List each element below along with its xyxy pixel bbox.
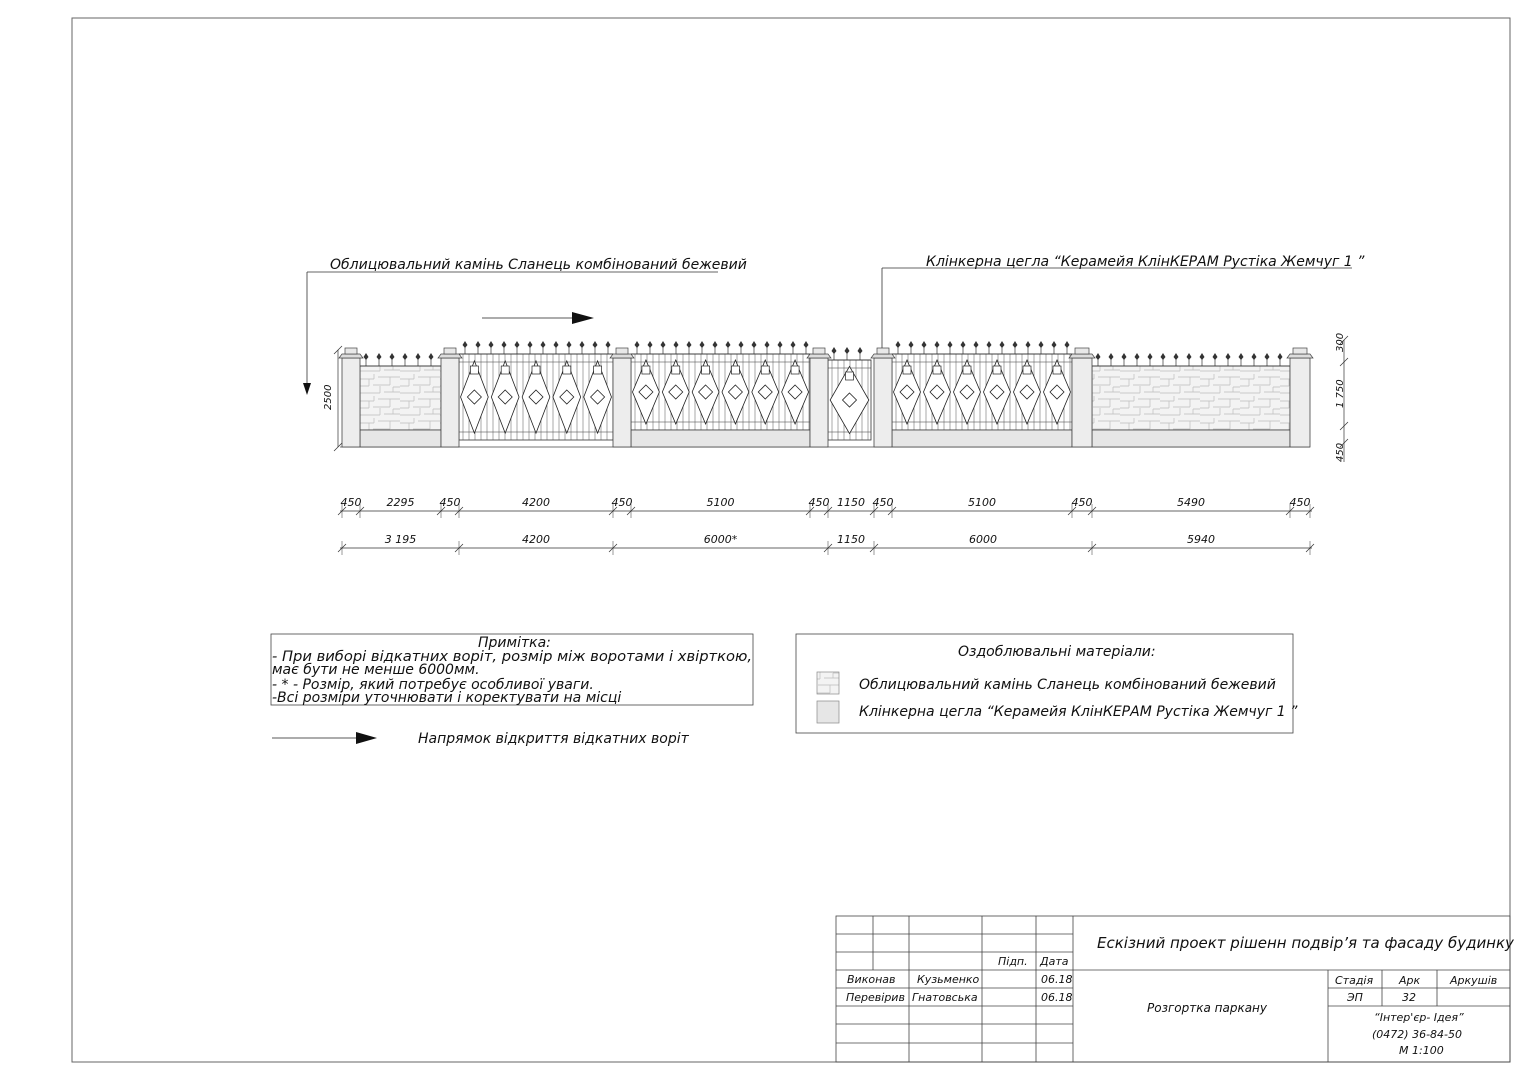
row1-date: 06.18 (1041, 973, 1073, 986)
sheet-name: Розгортка паркану (1147, 1001, 1267, 1015)
dim1-label-10: 450 (1071, 496, 1093, 509)
height-dimension-right (1335, 333, 1348, 462)
dim2-label-2: 6000* (703, 533, 738, 546)
company-phone: (0472) 36-84-50 (1372, 1028, 1463, 1041)
row2-name: Гнатовська (912, 991, 978, 1004)
dim2-label-4: 6000 (969, 533, 997, 546)
note-title: Примітка: (478, 635, 551, 651)
materials-title: Оздоблювальні матеріали: (958, 644, 1156, 660)
material-brick-label: Клінкерна цегла “Керамейя КлінКЕРАМ Рустіка Жемчуг 1 ” (859, 704, 1298, 720)
row1-name: Кузьменко (917, 973, 980, 986)
note-line-4: -Всі розміри уточнювати і коректувати на місці (272, 690, 622, 706)
dim1-label-7: 1150 (837, 496, 865, 509)
pillar-2 (438, 348, 462, 447)
direction-legend (272, 731, 690, 747)
spikes-middle (631, 341, 810, 354)
note-line-3: - * - Розмір, який потребує особливої уваги. (272, 677, 594, 693)
spikes-left (360, 353, 441, 366)
wicket-gate (828, 360, 871, 440)
material-stone-label: Облицювальний камінь Сланець комбінований бежевий (859, 677, 1276, 693)
fence-section-right (892, 354, 1072, 447)
title-block-text (846, 934, 1515, 1057)
stone-panel-left (360, 366, 441, 447)
dimension-chain-detailed (338, 496, 1314, 518)
spikes-far-right (1092, 353, 1290, 366)
arrow-right-icon (356, 732, 377, 744)
spikes-wicket (828, 347, 871, 360)
dim2-label-3: 1150 (837, 533, 865, 546)
stone-swatch-icon (817, 672, 839, 694)
direction-label: Напрямок відкриття відкатних воріт (418, 731, 689, 747)
callout-left-text: Облицювальний камінь Сланець комбінований бежевий (330, 257, 747, 273)
project-title: Ескізний проект рішенн подвір’я та фасаду будинку (1097, 934, 1514, 952)
fence-section-middle (631, 354, 810, 447)
dim1-label-9: 5100 (968, 496, 996, 509)
pillar-7 (1287, 348, 1313, 447)
dimension-chain-summary (338, 533, 1314, 555)
note-line-2: має бути не менше 6000мм. (272, 662, 480, 678)
spikes-gate (459, 341, 613, 354)
height-total-label: 2500 (323, 384, 334, 410)
dim1-label-1: 2295 (386, 496, 415, 509)
dim1-label-8: 450 (872, 496, 894, 509)
pillar-5 (871, 348, 895, 447)
height-top-label: 300 (1335, 332, 1346, 352)
row2-date: 06.18 (1041, 991, 1073, 1004)
sliding-gate (459, 354, 613, 440)
height-middle-label: 1 750 (1335, 379, 1346, 408)
pillar-6 (1069, 348, 1095, 447)
sheet-label: Арк (1399, 974, 1421, 987)
note-line-1: - При виборі відкатних воріт, розмір між воротами і хвірткою, (272, 649, 752, 665)
dim1-label-12: 450 (1289, 496, 1311, 509)
dim1-label-4: 450 (611, 496, 633, 509)
stage-value: ЭП (1347, 991, 1363, 1004)
row2-role: Перевірив (846, 991, 905, 1004)
dim1-label-6: 450 (808, 496, 830, 509)
stage-label: Стадія (1335, 974, 1374, 987)
col-sign-label: Підп. (998, 955, 1028, 968)
company-name: “Інтер'єр- Ідея” (1374, 1011, 1464, 1024)
dim1-label-11: 5490 (1177, 496, 1205, 509)
gate-direction-arrow (482, 312, 594, 324)
sheet-frame (72, 18, 1510, 1062)
height-bottom-label: 450 (1335, 442, 1346, 462)
dim1-label-0: 450 (340, 496, 362, 509)
height-dimension-left (323, 346, 342, 451)
dim1-label-2: 450 (439, 496, 461, 509)
dim2-label-0: 3 195 (384, 533, 417, 546)
drawing-scale: М 1:100 (1399, 1044, 1444, 1057)
dim2-label-1: 4200 (522, 533, 550, 546)
pillar-1 (339, 348, 363, 447)
row1-role: Виконав (847, 973, 896, 986)
materials-legend (796, 634, 1298, 733)
pillar-3 (610, 348, 634, 447)
callout-right-text: Клінкерна цегла “Керамейя КлінКЕРАМ Рустіка Жемчуг 1 ” (926, 254, 1365, 270)
sheets-label: Аркушів (1450, 974, 1498, 987)
spikes-right (892, 341, 1072, 354)
brick-swatch-icon (817, 701, 839, 723)
note-box (271, 634, 753, 706)
dim1-label-3: 4200 (522, 496, 550, 509)
col-date-label: Дата (1040, 955, 1069, 968)
stone-panel-right (1092, 366, 1290, 447)
sheet-value: 32 (1402, 991, 1416, 1004)
pillar-4 (807, 348, 831, 447)
dim2-label-5: 5940 (1187, 533, 1215, 546)
dim1-label-5: 5100 (706, 496, 735, 509)
fence-elevation (339, 341, 1313, 447)
